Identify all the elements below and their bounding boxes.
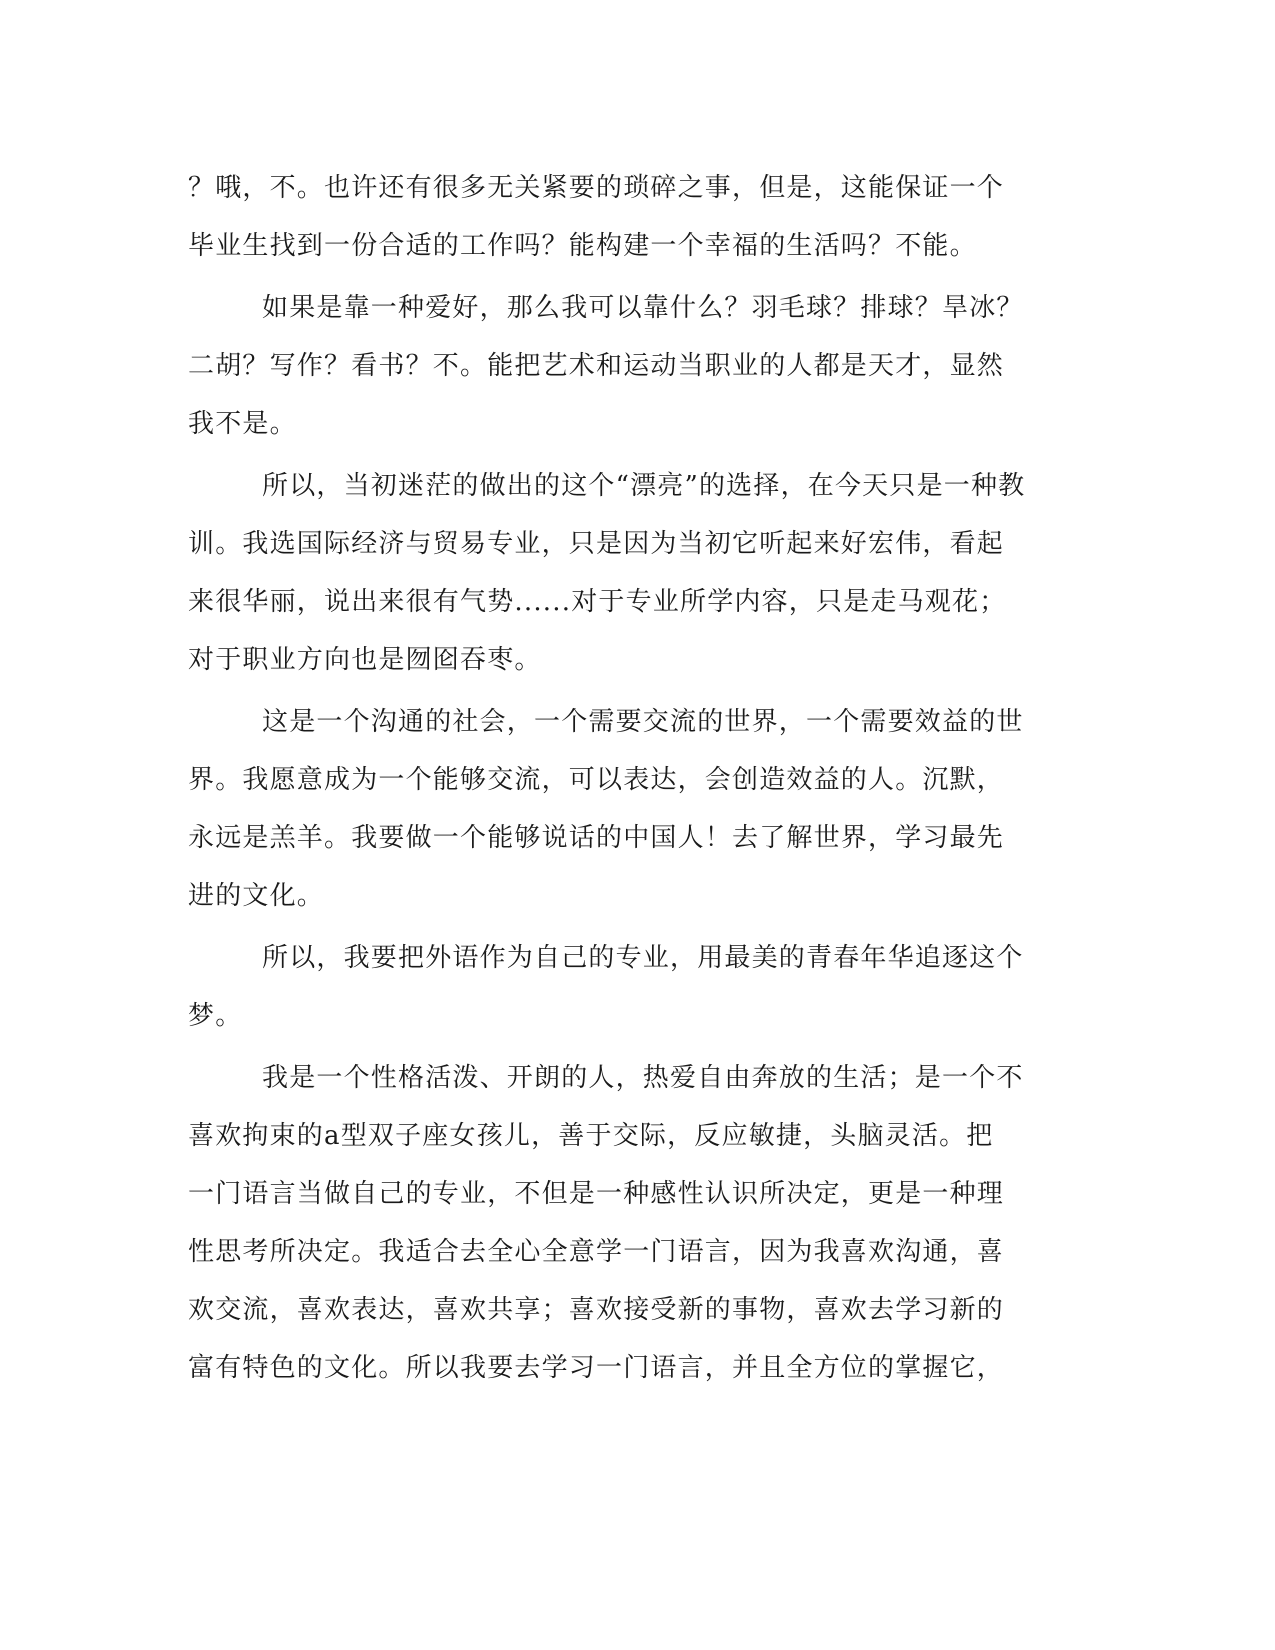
paragraph-first-line: 如果是靠一种爱好，那么我可以靠什么？羽毛球？排球？旱冰？ <box>262 293 1024 323</box>
text-line: 界。我愿意成为一个能够交流，可以表达，会创造效益的人。沉默， <box>188 765 1005 795</box>
text-line: 梦。 <box>188 1001 243 1031</box>
paragraph-first-line: 这是一个沟通的社会，一个需要交流的世界，一个需要效益的世 <box>262 707 1024 737</box>
text-line: 进的文化。 <box>188 881 325 911</box>
paragraph-first-line: 所以，当初迷茫的做出的这个“漂亮”的选择，在今天只是一种教 <box>262 471 1026 501</box>
paragraph-first-line: 所以，我要把外语作为自己的专业，用最美的青春年华追逐这个 <box>262 943 1024 973</box>
text-line: 欢交流，喜欢表达，喜欢共享；喜欢接受新的事物，喜欢去学习新的 <box>188 1295 1005 1325</box>
text-line: 来很华丽，说出来很有气势......对于专业所学内容，只是走马观花； <box>188 587 1007 617</box>
text-line: 永远是羔羊。我要做一个能够说话的中国人！去了解世界，学习最先 <box>188 823 1005 853</box>
text-line: 富有特色的文化。所以我要去学习一门语言，并且全方位的掌握它， <box>188 1353 1005 1383</box>
text-line: 喜欢拘束的a型双子座女孩儿，善于交际，反应敏捷，头脑灵活。把 <box>188 1121 994 1151</box>
paragraph-first-line: 我是一个性格活泼、开朗的人，热爱自由奔放的生活；是一个不 <box>262 1063 1024 1093</box>
text-line: ？哦，不。也许还有很多无关紧要的琐碎之事，但是，这能保证一个 <box>188 173 1005 203</box>
text-line: 二胡？写作？看书？不。能把艺术和运动当职业的人都是天才，显然 <box>188 351 1005 381</box>
text-line: 一门语言当做自己的专业，不但是一种感性认识所决定，更是一种理 <box>188 1179 1005 1209</box>
text-line: 对于职业方向也是囫囵吞枣。 <box>188 645 542 675</box>
text-line: 我不是。 <box>188 409 297 439</box>
text-line: 训。我选国际经济与贸易专业，只是因为当初它听起来好宏伟，看起 <box>188 529 1005 559</box>
text-line: 毕业生找到一份合适的工作吗？能构建一个幸福的生活吗？不能。 <box>188 231 977 261</box>
text-line: 性思考所决定。我适合去全心全意学一门语言，因为我喜欢沟通，喜 <box>188 1237 1005 1267</box>
